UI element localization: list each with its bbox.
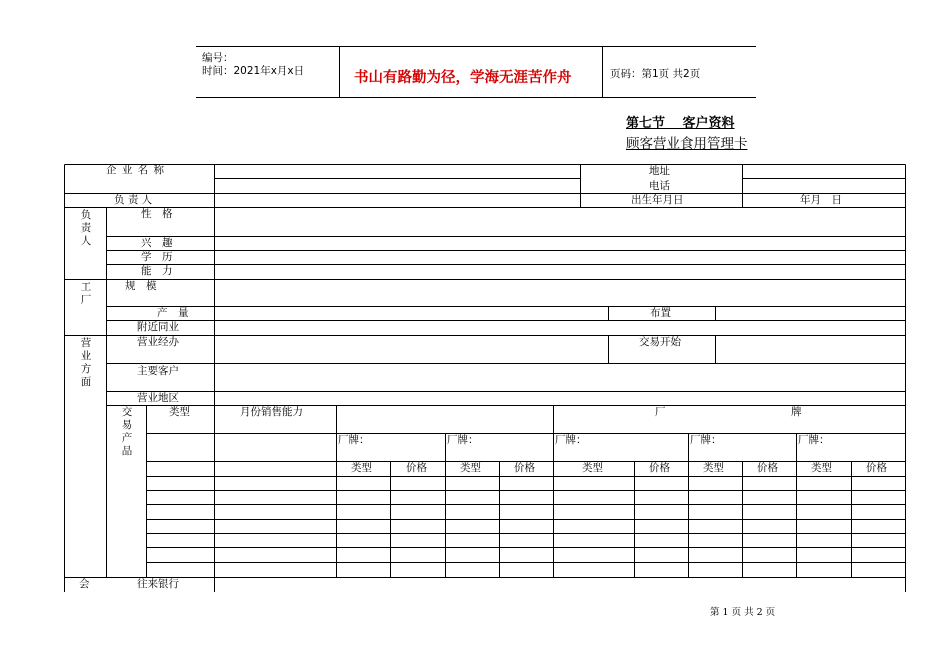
price-header: 价格 — [649, 462, 670, 474]
main-customers-label: 主要客户 — [137, 365, 179, 377]
motto: 书山有路勤为径，学海无涯苦作舟 — [354, 69, 572, 86]
type-header: 类型 — [351, 462, 372, 474]
brand-label: 厂牌： — [798, 434, 830, 446]
business-experience-label: 营业经办 — [137, 336, 179, 348]
factory-group-label: 工厂 — [80, 281, 92, 306]
section-title: 第七节 客户资料 — [626, 116, 735, 131]
nearby-peers-label: 附近同业 — [137, 321, 179, 333]
price-header: 价格 — [514, 462, 535, 474]
year-month-day-label: 年月 日 — [800, 194, 842, 206]
type-header: 类型 — [703, 462, 724, 474]
brand-header-2: 牌 — [791, 406, 802, 418]
education-label: 学 历 — [141, 251, 173, 263]
type-header: 类型 — [460, 462, 481, 474]
ability-label: 能 力 — [141, 265, 173, 277]
price-header: 价格 — [757, 462, 778, 474]
manager-group-label: 负责人 — [80, 209, 92, 247]
bank-label: 往来银行 — [137, 578, 179, 590]
monthly-sales-header: 月份销售能力 — [240, 406, 303, 418]
category-header: 类型 — [169, 406, 190, 418]
page-label: 页码：第1页 共2页 — [610, 68, 701, 80]
traded-products-label: 交易产品 — [121, 406, 133, 457]
price-header: 价格 — [866, 462, 887, 474]
layout-label: 布置 — [650, 307, 671, 319]
manager-label: 负 责 人 — [114, 194, 153, 206]
type-header: 类型 — [582, 462, 603, 474]
phone-label: 电话 — [649, 180, 670, 192]
address-label: 地址 — [649, 165, 670, 177]
type-header: 类型 — [811, 462, 832, 474]
business-area-label: 营业地区 — [137, 392, 179, 404]
business-group-label: 营业方面 — [80, 337, 92, 388]
number-label: 编号： — [202, 52, 234, 64]
page-footer: 第 1 页 共 2 页 — [710, 607, 776, 618]
card-title: 顾客营业食用管理卡 — [626, 136, 748, 152]
output-label: 产 量 — [157, 307, 189, 319]
brand-label: 厂牌： — [690, 434, 722, 446]
personality-label: 性 格 — [141, 208, 173, 220]
trade-start-label: 交易开始 — [639, 336, 681, 348]
brand-label: 厂牌： — [447, 434, 479, 446]
price-header: 价格 — [406, 462, 427, 474]
interests-label: 兴 趣 — [141, 237, 173, 249]
brand-header-1: 厂 — [655, 406, 666, 418]
time-label: 时间：2021年x月x日 — [202, 65, 305, 77]
brand-label: 厂牌： — [555, 434, 587, 446]
scale-label: 规 模 — [125, 280, 157, 292]
brand-label: 厂牌： — [338, 434, 370, 446]
accounting-group-label: 会 — [79, 578, 90, 590]
company-name-label: 企 业 名 称 — [106, 164, 166, 176]
birth-date-label: 出生年月日 — [631, 194, 684, 206]
